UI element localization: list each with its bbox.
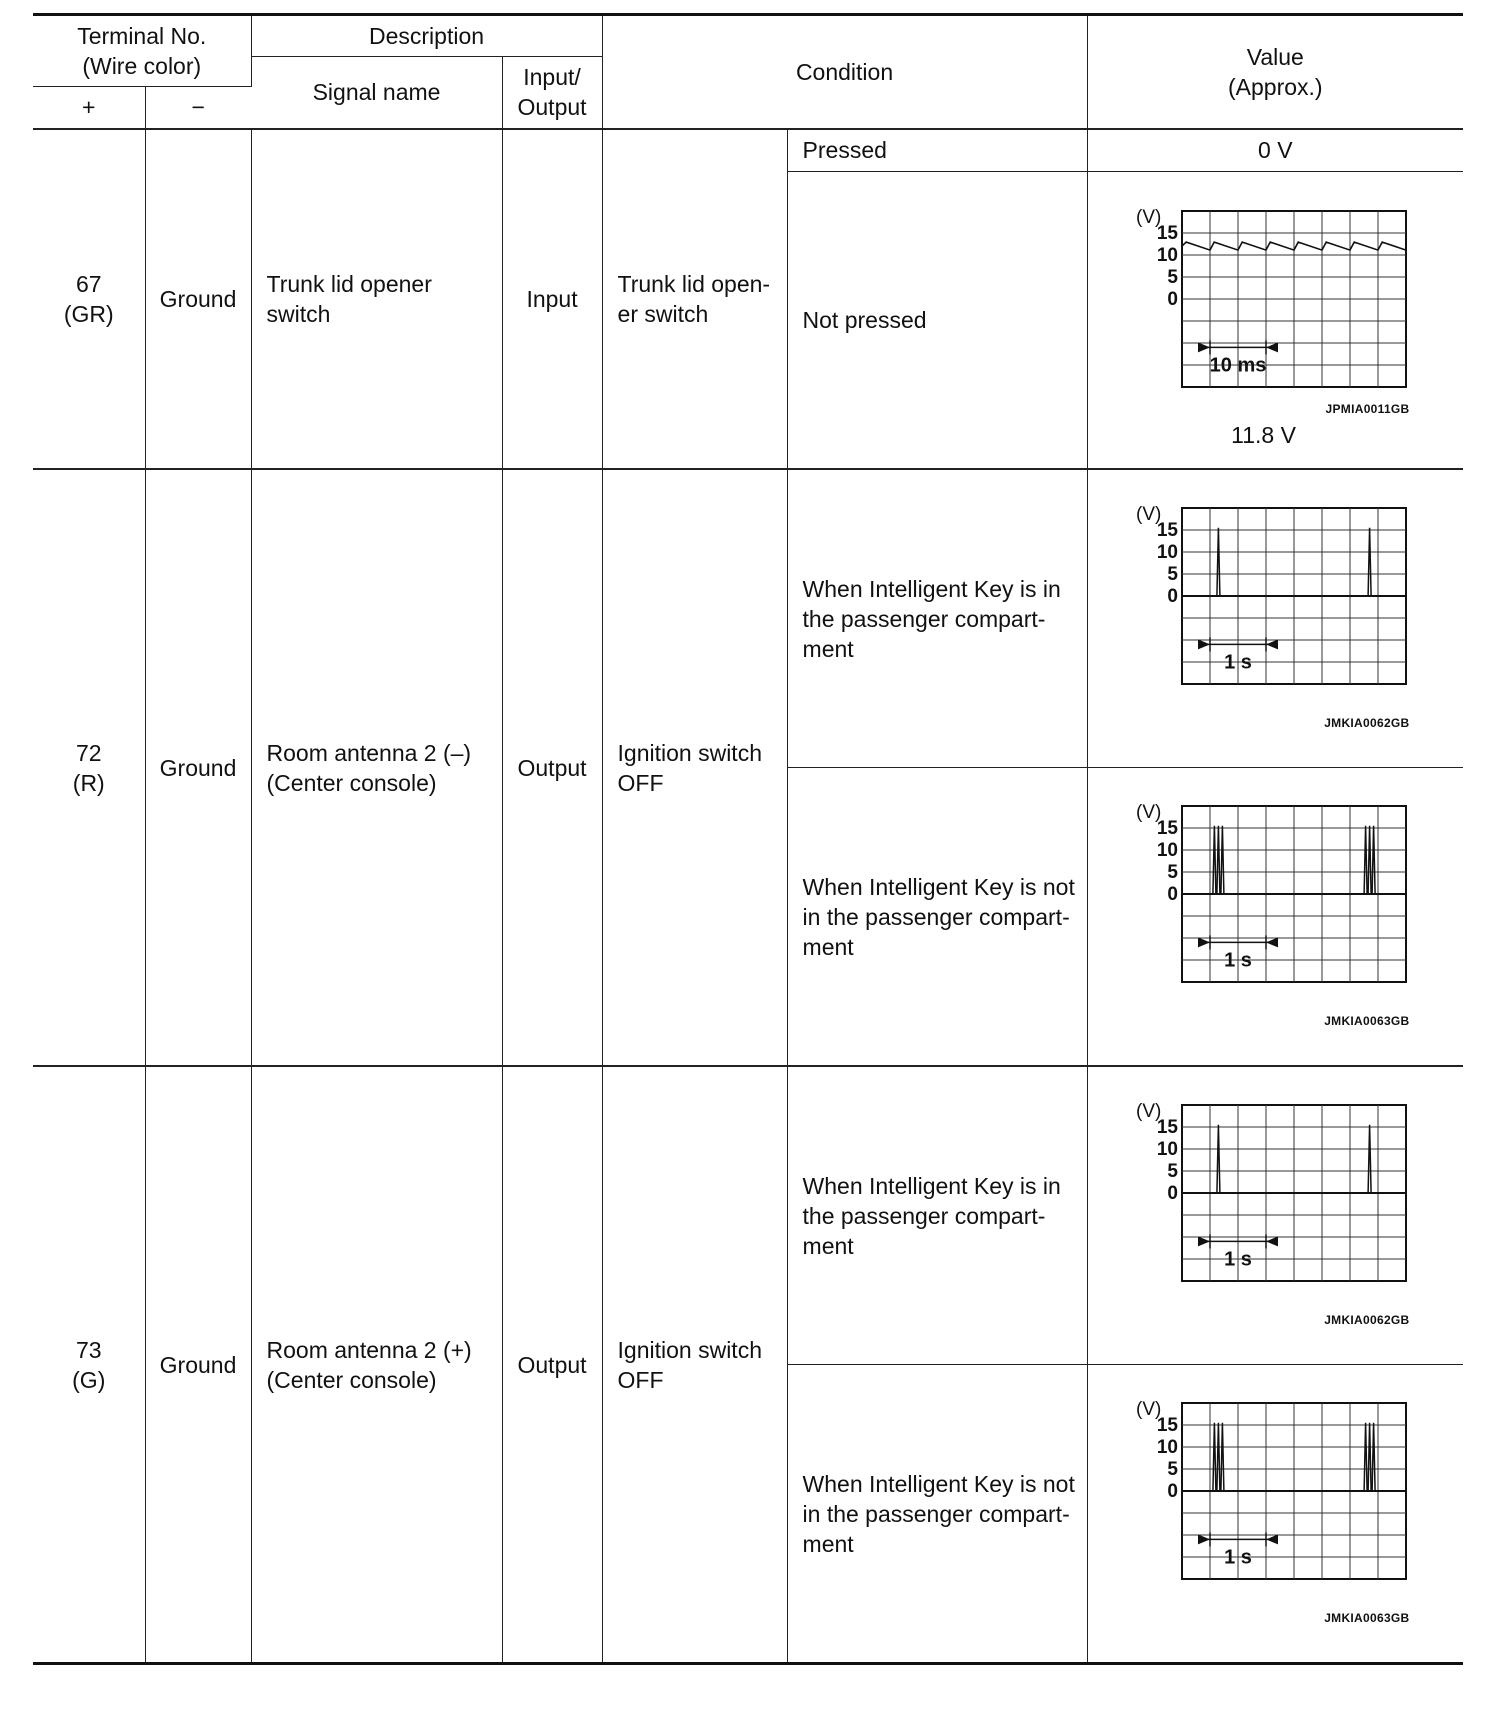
axis-tick-label: 5 — [1166, 1161, 1178, 1182]
time-division-label: 1 s — [1223, 949, 1252, 972]
figure-code: JPMIA0011GB — [1325, 402, 1410, 416]
condition-text-1: When Intelligent Key is in — [802, 575, 1061, 602]
value-pressed: 0 V — [1087, 129, 1463, 172]
header-value — [1087, 15, 1463, 129]
condition-main — [602, 469, 787, 1066]
time-division-label: 1 s — [1223, 1248, 1252, 1271]
value-reading: 11.8 V — [1231, 422, 1296, 448]
division-arrow — [1266, 639, 1278, 649]
time-division-label: 10 ms — [1209, 354, 1266, 377]
header-terminal-no — [33, 15, 251, 87]
signal-line-2: (Center console) — [266, 769, 437, 796]
terminal-number: 72 — [75, 739, 102, 766]
axis-tick-label: 5 — [1166, 862, 1178, 883]
value-not-pressed — [1087, 172, 1463, 470]
scope — [1136, 1399, 1406, 1579]
condition-line-1: Trunk lid open- — [617, 270, 771, 297]
pulse — [1216, 826, 1219, 894]
scope — [1136, 504, 1406, 684]
condition-text-2: in the passenger compart- — [802, 903, 1070, 930]
condition-line-1: Ignition switch — [617, 739, 762, 766]
pulse — [1372, 1423, 1375, 1491]
condition-text-2: the passenger compart- — [802, 605, 1046, 632]
approx-label: (Approx.) — [1227, 73, 1323, 100]
oscilloscope-waveform — [1134, 207, 1414, 397]
division-arrow — [1266, 1534, 1278, 1544]
pulse — [1368, 528, 1371, 596]
ground-terminal: Ground — [145, 469, 251, 1066]
value-label: Value — [1246, 43, 1304, 70]
signal-line-1: Room antenna 2 (–) — [266, 739, 472, 766]
input-label: Input/ — [523, 64, 581, 91]
terminal-reference-table — [33, 13, 1463, 1665]
condition-line-1: Ignition switch — [617, 1336, 762, 1363]
pulse — [1368, 826, 1371, 894]
terminal-72 — [33, 469, 145, 1066]
condition-pressed: Pressed — [787, 129, 1087, 172]
output-label: Output — [517, 94, 587, 121]
axis-unit: (V) — [1135, 802, 1161, 823]
wire-color: (R) — [72, 769, 105, 796]
header-condition: Condition — [602, 15, 1087, 129]
signal-name — [251, 1066, 502, 1664]
division-arrow — [1266, 1236, 1278, 1246]
axis-tick-label: 5 — [1166, 267, 1178, 288]
signal-line-1: Trunk lid opener — [266, 270, 432, 297]
axis-tick-label: 0 — [1166, 289, 1178, 310]
oscilloscope-waveform — [1134, 504, 1414, 694]
division-arrow — [1266, 937, 1278, 947]
oscilloscope-waveform — [1134, 1399, 1414, 1589]
condition-text-3: ment — [802, 933, 854, 960]
condition-not-pressed: Not pressed — [787, 172, 1087, 470]
axis-tick-label: 0 — [1166, 586, 1178, 607]
header-description: Description — [251, 15, 602, 57]
condition-text-3: ment — [802, 635, 854, 662]
condition-main — [602, 1066, 787, 1664]
value-key-not-in — [1087, 768, 1463, 1067]
division-arrow — [1198, 1534, 1210, 1544]
scope — [1136, 802, 1406, 982]
signal-name — [251, 129, 502, 470]
pulse — [1216, 1423, 1219, 1491]
header-plus: + — [33, 87, 145, 129]
condition-main — [602, 129, 787, 470]
figure-code: JMKIA0063GB — [1324, 1014, 1410, 1028]
axis-tick-label: 10 — [1156, 1437, 1178, 1458]
figure-code: JMKIA0063GB — [1324, 1611, 1410, 1625]
pulse — [1212, 826, 1215, 894]
pulse — [1368, 1423, 1371, 1491]
division-arrow — [1198, 1236, 1210, 1246]
wire-color-label: (Wire color) — [82, 53, 202, 79]
axis-tick-label: 15 — [1156, 520, 1178, 541]
axis-tick-label: 15 — [1156, 1415, 1178, 1436]
signal-line-2: (Center console) — [266, 1366, 437, 1393]
condition-text-1: When Intelligent Key is not — [802, 873, 1075, 900]
wire-color: (G) — [72, 1366, 106, 1393]
axis-tick-label: 10 — [1156, 542, 1178, 563]
axis-tick-label: 5 — [1166, 564, 1178, 585]
condition-text-2: the passenger compart- — [802, 1202, 1046, 1229]
header-minus: − — [145, 87, 251, 129]
pulse — [1364, 826, 1367, 894]
terminal-number: 67 — [75, 270, 102, 297]
pulse — [1364, 1423, 1367, 1491]
figure-code: JMKIA0062GB — [1324, 716, 1410, 730]
condition-line-2: OFF — [617, 1366, 664, 1393]
signal-line-1: Room antenna 2 (+) — [266, 1336, 472, 1363]
condition-text-3: ment — [802, 1232, 854, 1259]
figure-code: JMKIA0062GB — [1324, 1313, 1410, 1327]
axis-unit: (V) — [1135, 1101, 1161, 1122]
axis-tick-label: 0 — [1166, 1481, 1178, 1502]
terminal-number: 73 — [75, 1336, 102, 1363]
signal-name — [251, 469, 502, 1066]
axis-tick-label: 10 — [1156, 245, 1178, 266]
condition-text-1: When Intelligent Key is in — [802, 1172, 1061, 1199]
terminal-67 — [33, 129, 145, 470]
condition-text-1: When Intelligent Key is not — [802, 1470, 1075, 1497]
pulse — [1220, 826, 1223, 894]
division-arrow — [1266, 342, 1278, 352]
pulse — [1220, 1423, 1223, 1491]
condition-key-not-in — [787, 1365, 1087, 1664]
header-signal-name: Signal name — [251, 57, 502, 129]
input-output: Output — [502, 469, 602, 1066]
pulse — [1212, 1423, 1215, 1491]
ground-terminal: Ground — [145, 1066, 251, 1664]
terminal-73 — [33, 1066, 145, 1664]
condition-key-in — [787, 469, 1087, 768]
time-division-label: 1 s — [1223, 651, 1252, 674]
axis-unit: (V) — [1135, 207, 1161, 228]
terminal-table — [33, 13, 1463, 1665]
wire-color: (GR) — [63, 300, 114, 327]
axis-tick-label: 0 — [1166, 1183, 1178, 1204]
axis-tick-label: 0 — [1166, 884, 1178, 905]
pulse — [1216, 528, 1219, 596]
time-division-label: 1 s — [1223, 1546, 1252, 1569]
value-key-in — [1087, 1066, 1463, 1365]
division-arrow — [1198, 639, 1210, 649]
axis-tick-label: 10 — [1156, 840, 1178, 861]
axis-unit: (V) — [1135, 1399, 1161, 1420]
condition-key-in — [787, 1066, 1087, 1365]
header-input-output — [502, 57, 602, 129]
axis-tick-label: 5 — [1166, 1459, 1178, 1480]
axis-unit: (V) — [1135, 504, 1161, 525]
input-output: Input — [502, 129, 602, 470]
scope — [1136, 1101, 1406, 1281]
signal-line-2: switch — [266, 300, 331, 327]
value-key-not-in — [1087, 1365, 1463, 1664]
division-arrow — [1198, 937, 1210, 947]
condition-line-2: OFF — [617, 769, 664, 796]
scope — [1136, 207, 1406, 387]
oscilloscope-waveform — [1134, 802, 1414, 992]
input-output: Output — [502, 1066, 602, 1664]
pulse — [1372, 826, 1375, 894]
condition-key-not-in — [787, 768, 1087, 1067]
oscilloscope-waveform — [1134, 1101, 1414, 1291]
axis-tick-label: 10 — [1156, 1139, 1178, 1160]
axis-tick-label: 15 — [1156, 223, 1178, 244]
condition-text-2: in the passenger compart- — [802, 1500, 1070, 1527]
division-arrow — [1198, 342, 1210, 352]
pulse — [1368, 1125, 1371, 1193]
ground-terminal: Ground — [145, 129, 251, 470]
axis-tick-label: 15 — [1156, 818, 1178, 839]
axis-tick-label: 15 — [1156, 1117, 1178, 1138]
terminal-no-label: Terminal No. — [77, 23, 207, 49]
value-key-in — [1087, 469, 1463, 768]
pulse — [1216, 1125, 1219, 1193]
condition-text-3: ment — [802, 1530, 854, 1557]
condition-line-2: er switch — [617, 300, 709, 327]
